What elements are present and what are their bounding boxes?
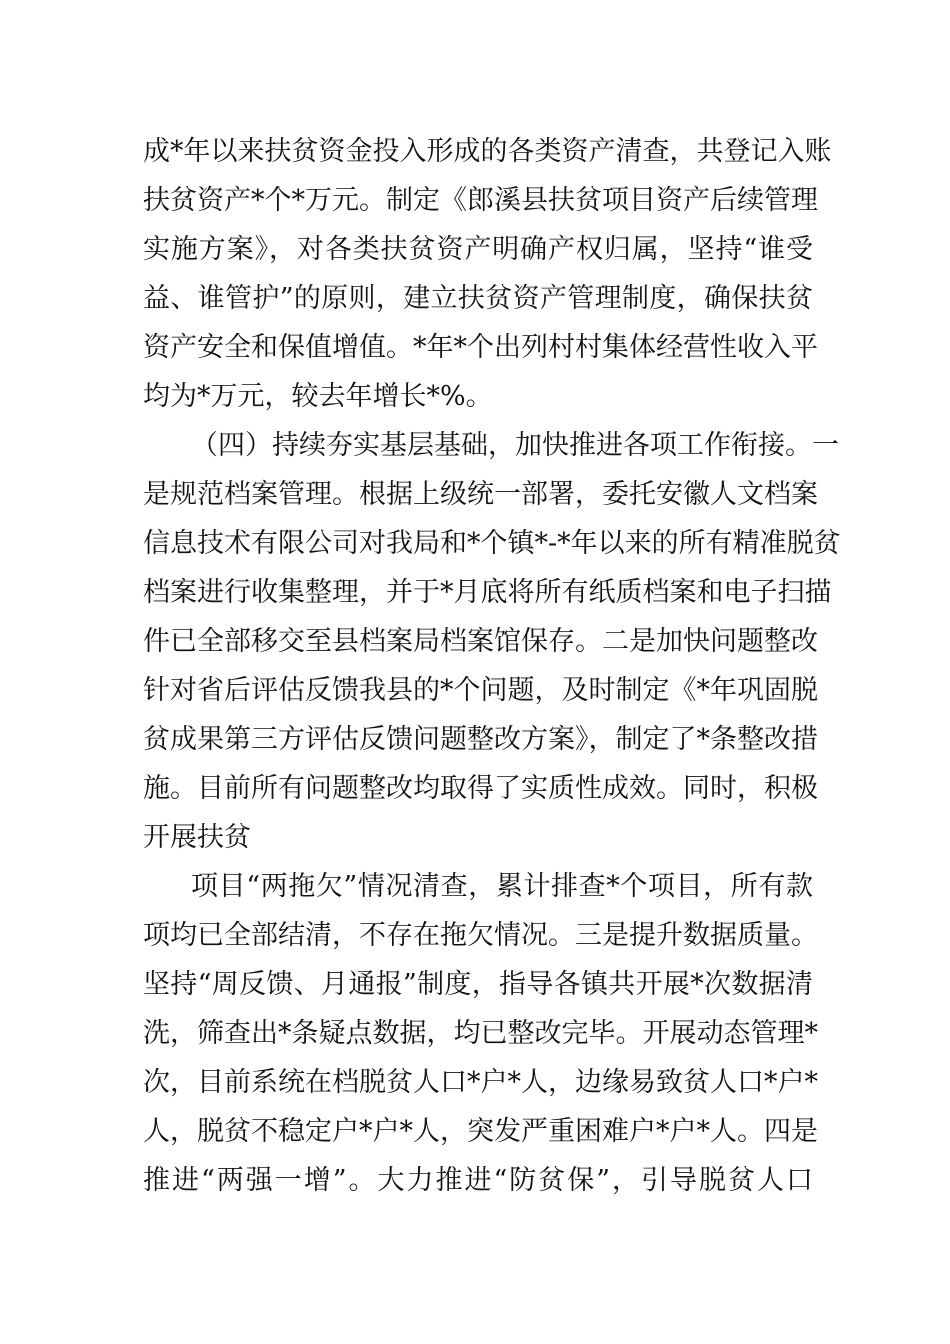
text-line: 是规范档案管理。根据上级统一部署，委托安徽人文档案 — [143, 479, 818, 510]
paragraph-2 — [143, 421, 841, 862]
text-line: 扶贫资产*个*万元。制定《郎溪县扶贫项目资产后续管理 — [143, 185, 818, 216]
text-line: 贫成果第三方评估反馈问题整改方案》，制定了*条整改措 — [143, 724, 818, 755]
text-line: 项均已全部结清，不存在拖欠情况。三是提升数据质量。 — [143, 920, 818, 951]
text-line: 实施方案》，对各类扶贫资产明确产权归属，坚持“谁受 — [143, 234, 813, 265]
text-line: 洗，筛查出*条疑点数据，均已整改完毕。开展动态管理* — [143, 1018, 818, 1049]
text-line: 益、谁管护”的原则，建立扶贫资产管理制度，确保扶贫 — [143, 283, 813, 314]
text-line: 件已全部移交至县档案局档案馆保存。二是加快问题整改 — [143, 626, 818, 657]
text-line: （四）持续夯实基层基础，加快推进各项工作衔接。一 — [191, 430, 839, 461]
paragraph-1 — [143, 127, 832, 421]
text-line: 次，目前系统在档脱贫人口*户*人，边缘易致贫人口*户* — [143, 1067, 818, 1098]
text-line: 施。目前所有问题整改均取得了实质性成效。同时，积极 — [143, 773, 818, 804]
text-line: 项目“两拖欠”情况清查，累计排查*个项目，所有款 — [191, 871, 813, 902]
text-line: 资产安全和保值增值。*年*个出列村村集体经营性收入平 — [143, 332, 818, 363]
text-line: 坚持“周反馈、月通报”制度，指导各镇共开展*次数据清 — [143, 969, 813, 1000]
text-line: 信息技术有限公司对我局和*个镇*-*年以来的所有精准脱贫 — [143, 528, 841, 559]
text-line: 档案进行收集整理，并于*月底将所有纸质档案和电子扫描 — [143, 577, 832, 608]
text-line: 均为*万元，较去年增长*%。 — [143, 381, 493, 412]
text-line: 开展扶贫 — [143, 822, 251, 853]
text-line: 针对省后评估反馈我县的*个问题，及时制定《*年巩固脱 — [143, 675, 818, 706]
paragraph-3 — [143, 862, 818, 1205]
text-line: 人，脱贫不稳定户*户*人，突发严重困难户*户*人。四是 — [143, 1116, 818, 1147]
text-line: 成*年以来扶贫资金投入形成的各类资产清查，共登记入账 — [143, 136, 832, 167]
text-line: 推进“两强一增”。大力推进“防贫保”，引导脱贫人口 — [143, 1165, 813, 1196]
